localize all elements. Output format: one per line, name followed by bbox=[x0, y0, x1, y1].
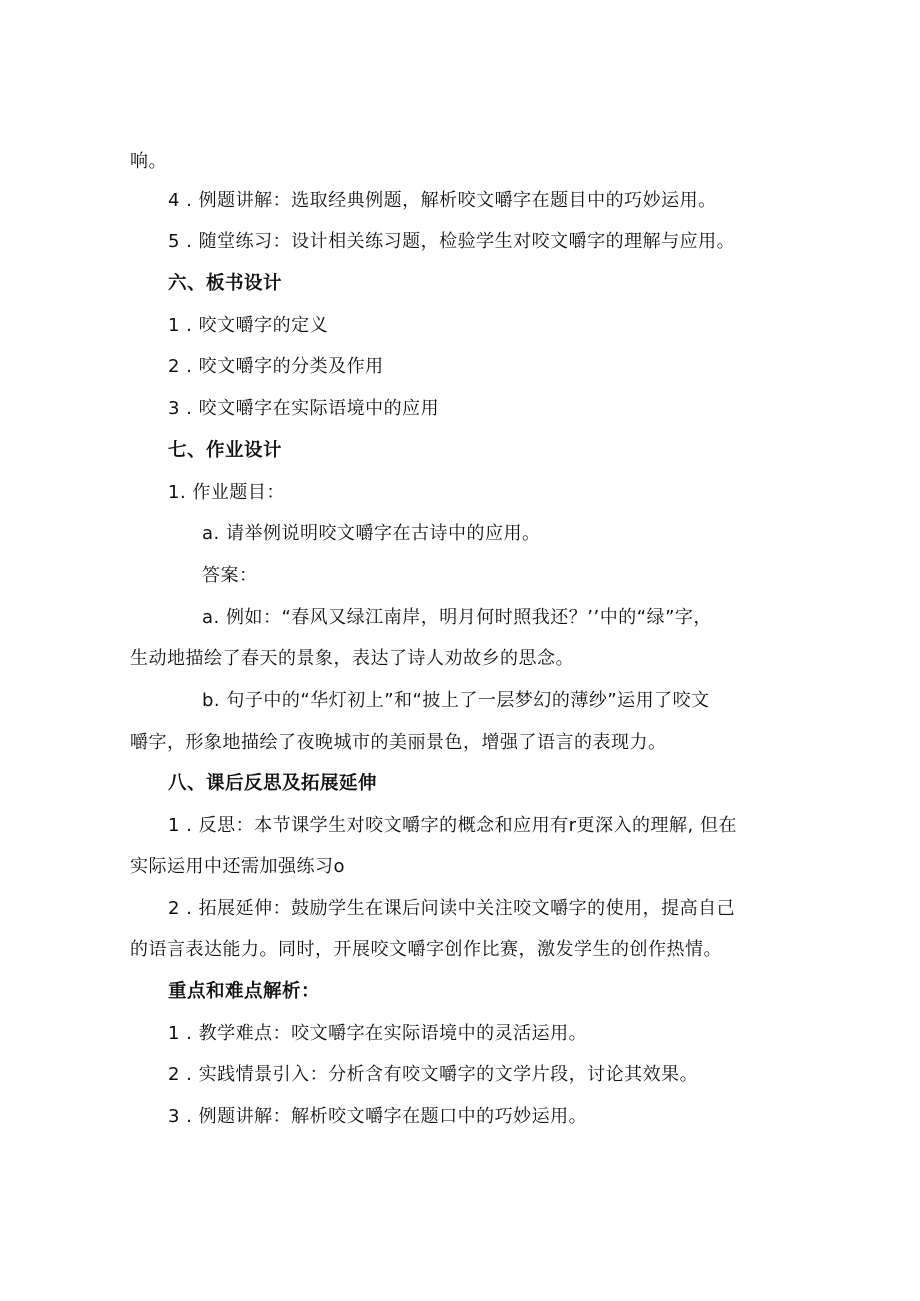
list-item: 2 . 实践情景引入：分析含有咬文嚼字的文学片段，讨论其效果。 bbox=[168, 1064, 699, 1085]
answer-text: a. 例如：“春风又绿江南岸，明月何时照我还？’’中的“绿”字， bbox=[202, 607, 712, 628]
list-item: 1 . 咬文嚼字的定义 bbox=[168, 315, 329, 336]
list-item: 3 . 例题讲解：解析咬文嚼字在题口中的巧妙运用。 bbox=[168, 1106, 588, 1127]
answer-text: b. 句子中的“华灯初上”和“披上了一层梦幻的薄纱”运用了咬文 bbox=[202, 690, 710, 711]
list-item: 2 . 咬文嚼字的分类及作用 bbox=[168, 356, 384, 377]
section-heading: 七、作业设计 bbox=[168, 440, 283, 461]
list-item: 4 . 例题讲解：选取经典例题，解析咬文嚼字在题目中的巧妙运用。 bbox=[168, 190, 717, 211]
list-item: 2 . 拓展延伸：鼓励学生在课后问读中关注咬文嚼字的使用，提高自己 bbox=[168, 898, 736, 919]
list-item: 5 . 随堂练习：设计相关练习题，检验学生对咬文嚼字的理解与应用。 bbox=[168, 231, 736, 252]
list-item: 1 . 教学难点：咬文嚼字在实际语境中的灵活运用。 bbox=[168, 1023, 588, 1044]
paragraph-continuation: 的语言表达能力。同时，开展咬文嚼字创作比赛，激发学生的创作热情。 bbox=[130, 939, 722, 960]
section-heading: 重点和难点解析： bbox=[168, 981, 321, 1002]
section-heading: 八、课后反思及拓展延伸 bbox=[168, 773, 378, 794]
answer-text: 生动地描绘了春天的景象，表达了诗人劝故乡的思念。 bbox=[130, 648, 574, 669]
list-item: 3 . 咬文嚼字在实际语境中的应用 bbox=[168, 398, 440, 419]
list-item: 1. 作业题目： bbox=[168, 482, 285, 503]
paragraph-continuation: 实际运用中还需加强练习o bbox=[130, 856, 346, 877]
answer-text: 嚼字，形象地描绘了夜晚城市的美丽景色，增强了语言的表现力。 bbox=[130, 732, 667, 753]
question-text: a. 请举例说明咬文嚼字在古诗中的应用。 bbox=[202, 523, 541, 544]
list-item: 1 . 反思：本节课学生对咬文嚼字的概念和应用有r更深入的理解, 但在 bbox=[168, 815, 737, 836]
section-heading: 六、板书设计 bbox=[168, 273, 283, 294]
answer-label: 答案： bbox=[202, 565, 258, 586]
paragraph-continuation: 响。 bbox=[130, 151, 167, 172]
